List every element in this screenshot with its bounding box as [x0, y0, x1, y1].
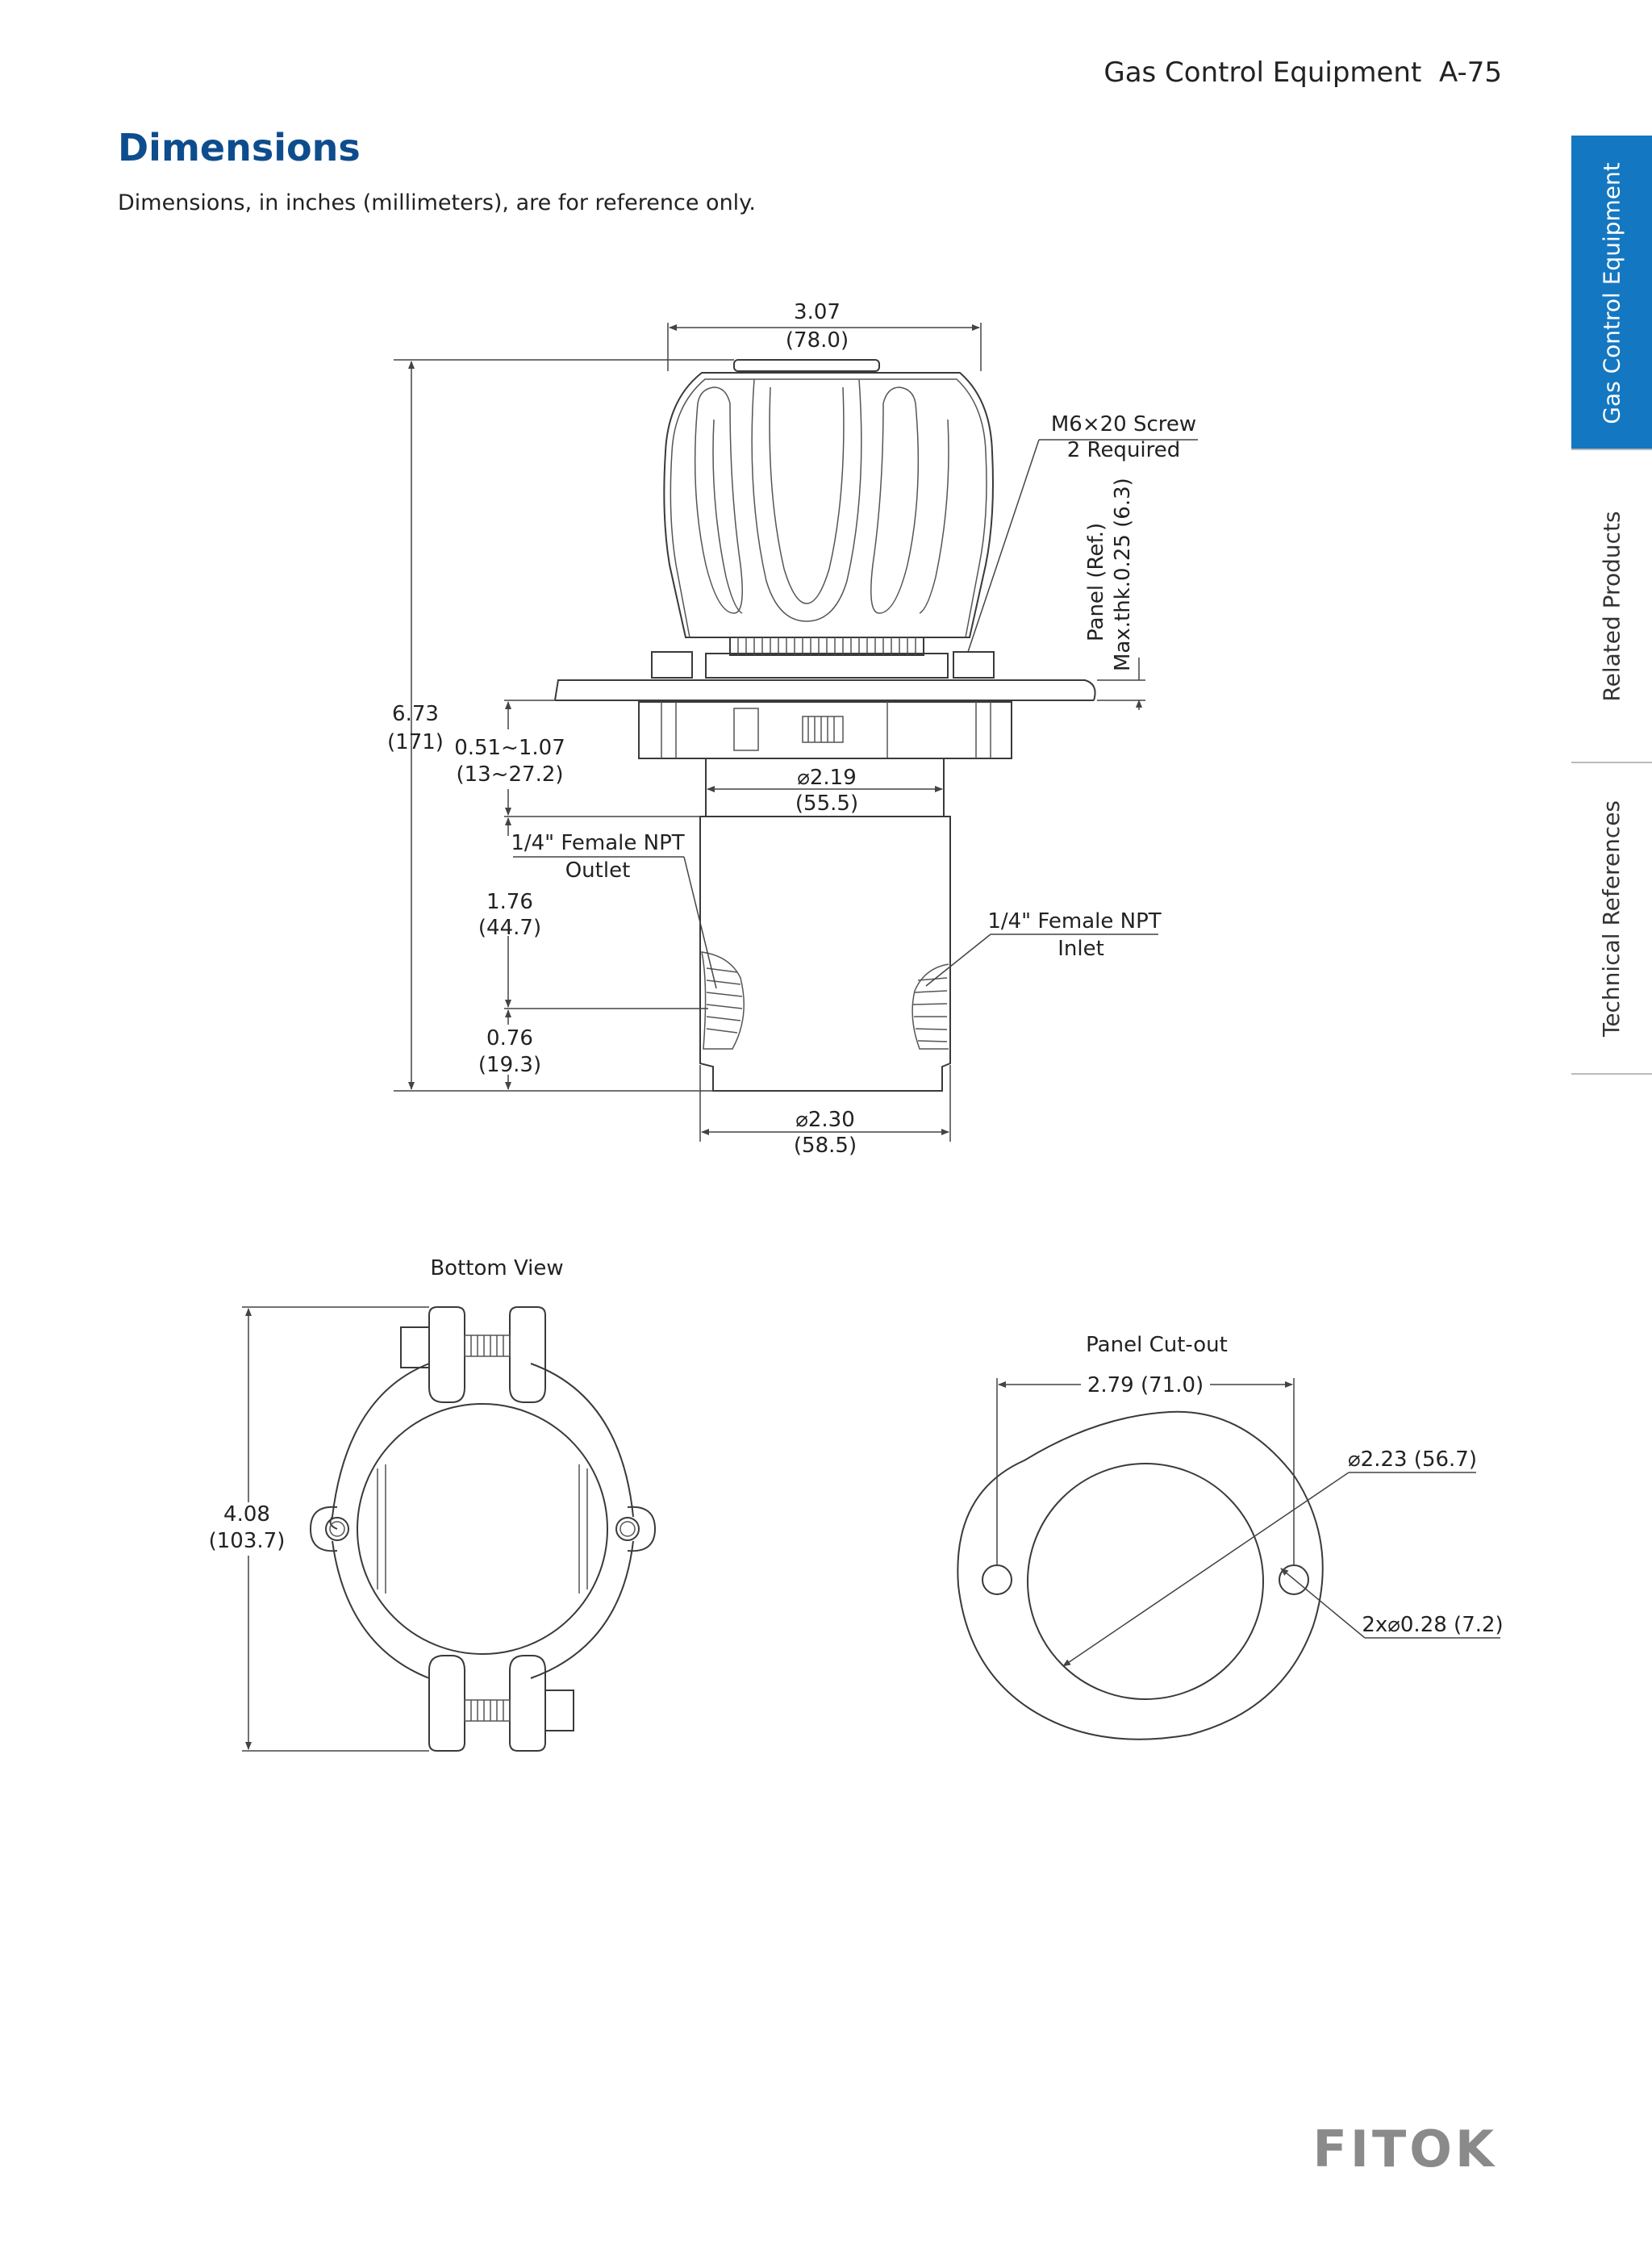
dim-body-dia: ⌀2.19 [797, 766, 857, 790]
outlet-callout-line2: Outlet [565, 858, 631, 883]
dim-port-height: 1.76 [486, 890, 533, 914]
clamp-nut [639, 702, 1012, 758]
dim-port-height-mm: (44.7) [478, 916, 542, 940]
cutout-title: Panel Cut-out [1086, 1333, 1228, 1357]
tab-label: Related Products [1598, 510, 1625, 702]
lower-body [700, 817, 950, 1091]
fitok-logo: FITOK [1312, 2120, 1497, 2178]
dim-bottom-height-mm: (19.3) [478, 1053, 542, 1077]
panel-cutout-drawing [957, 1333, 1503, 1740]
bottom-view-height-mm: (103.7) [208, 1529, 286, 1553]
panel-callout-line1: Panel (Ref.) [1084, 522, 1108, 641]
header-section: Gas Control Equipment [1103, 56, 1422, 89]
screw-callout-line2: 2 Required [1066, 438, 1181, 462]
cutout-hole-dia: 2x⌀0.28 (7.2) [1362, 1613, 1504, 1637]
inlet-callout-line2: Inlet [1058, 937, 1104, 961]
dim-range-mm: (13~27.2) [456, 762, 564, 787]
inlet-callout-line1: 1/4" Female NPT [987, 909, 1162, 934]
screw-callout-line1: M6×20 Screw [1050, 412, 1197, 436]
bottom-view-height: 4.08 [223, 1502, 270, 1527]
outlet-callout-line1: 1/4" Female NPT [511, 831, 685, 855]
panel-plate [555, 680, 1095, 700]
dim-base-dia: ⌀2.30 [795, 1108, 855, 1132]
bottom-view-drawing [209, 1256, 655, 1751]
tab-label: Technical References [1598, 800, 1625, 1037]
tab-label: Gas Control Equipment [1598, 161, 1625, 424]
dim-total-height: 6.73 [392, 702, 439, 726]
bottom-view-title: Bottom View [430, 1256, 564, 1280]
dim-total-height-mm: (171) [387, 730, 444, 754]
panel-callout-line2: Max.thk.0.25 (6.3) [1111, 478, 1135, 671]
knob [664, 360, 993, 637]
page-subtitle: Dimensions, in inches (millimeters), are for reference only. [118, 190, 756, 215]
page-number: A-75 [1438, 56, 1502, 89]
dim-range: 0.51~1.07 [454, 736, 565, 760]
bonnet-neck [652, 637, 994, 678]
cutout-main-dia: ⌀2.23 (56.7) [1348, 1447, 1477, 1472]
dim-top-width: 3.07 [794, 300, 841, 324]
cutout-width: 2.79 (71.0) [1087, 1373, 1204, 1397]
dim-body-dia-mm: (55.5) [795, 792, 859, 816]
page-title: Dimensions [118, 126, 361, 169]
dim-bottom-height: 0.76 [486, 1026, 533, 1050]
dim-top-width-mm: (78.0) [785, 328, 849, 353]
dim-base-dia-mm: (58.5) [793, 1134, 857, 1158]
side-view-drawing [387, 300, 1198, 1158]
